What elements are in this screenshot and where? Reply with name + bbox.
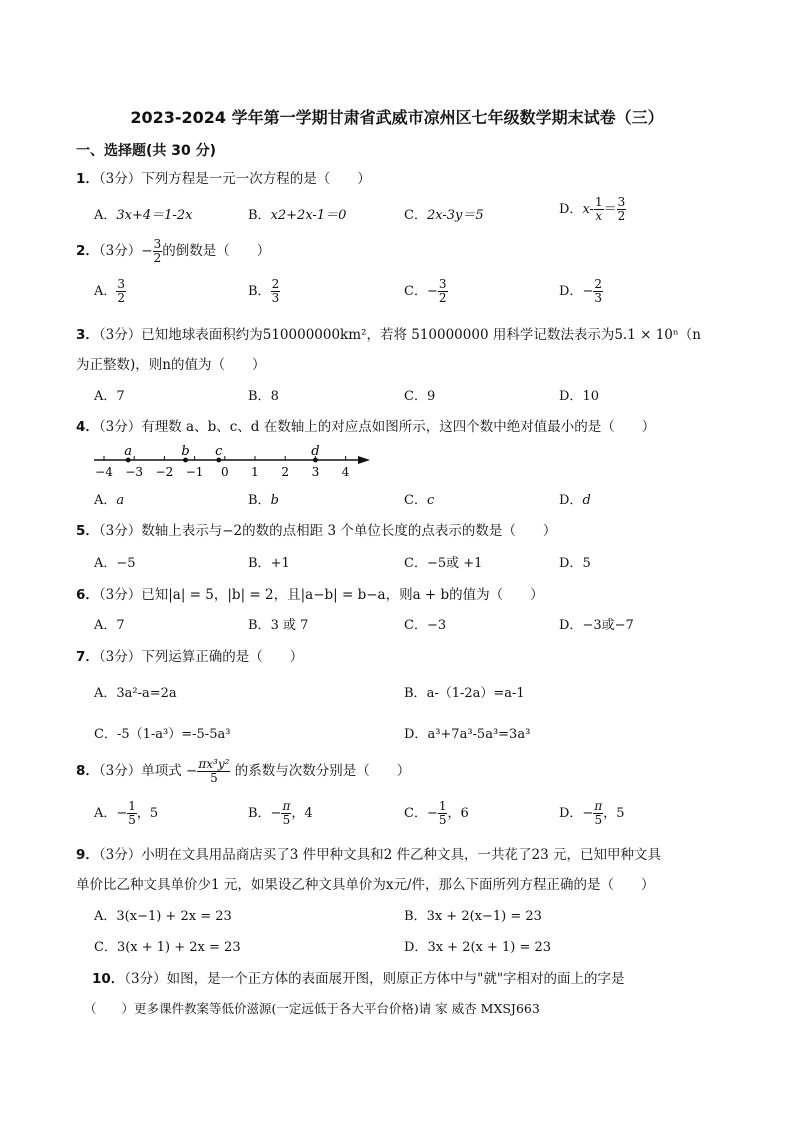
option-b[interactable]: B．8	[248, 389, 279, 404]
question-stem: 有理数 a、b、c、d 在数轴上的对应点如图所示，这四个数中绝对值最小的是（ ）	[141, 419, 656, 435]
number-line-tick-label: −1	[185, 465, 204, 479]
option-c[interactable]: C．− $\frac{1}{5}$ ，6	[404, 799, 469, 827]
question-stem: 如图，是一个正方体的表面展开图，则原正方体中与"就"字相对的面上的字是	[166, 971, 625, 987]
option-a[interactable]: A．−5	[94, 556, 136, 571]
question-stem: 已知|a| = 5，|b| = 2，且|a−b| = b−a，则a + b的值为（ ）	[141, 587, 544, 603]
question-score: （3分）	[98, 327, 142, 343]
option-b[interactable]: B．x2+2x-1＝0	[248, 208, 347, 223]
option-d[interactable]: D．10	[559, 389, 599, 404]
question-8: 8．（3分）单项式 − $\frac{\text{πx³y²}}{5}$ 的系数与次数分别是（ ）	[76, 757, 411, 785]
option-c[interactable]: C．c	[404, 493, 435, 508]
option-c[interactable]: C．− $\frac{3}{2}$	[404, 277, 447, 305]
question-3-line2: 为正整数)，则n的值为（ ）	[76, 357, 266, 373]
question-stem: 小明在文具用品商店买了3 件甲种文具和2 件乙种文具，一共花了23 元，已知甲种文具	[141, 847, 661, 863]
option-d[interactable]: D．3x + 2(x + 1) = 23	[404, 940, 552, 955]
question-score: （3分）	[124, 971, 167, 987]
option-a[interactable]: A．a	[94, 493, 125, 508]
option-a[interactable]: A．− $\frac{1}{5}$ ，5	[94, 799, 159, 827]
question-5	[76, 519, 556, 539]
number-line-tick-label: −2	[155, 465, 174, 479]
question-score: （3分）	[98, 171, 142, 187]
number-line-tick-label: −3	[125, 465, 144, 479]
option-d[interactable]: D．x- $\frac{1}{x}$ ＝ $\frac{3}{2}$	[559, 195, 626, 223]
option-c[interactable]: C．−5或 +1	[404, 556, 483, 571]
question-number: 10．	[92, 971, 125, 987]
question-9	[76, 843, 661, 863]
option-d[interactable]: D．−3或−7	[559, 618, 634, 633]
option-b[interactable]: B．3x + 2(x−1) = 23	[404, 909, 542, 924]
option-c[interactable]: C．2x-3y＝5	[404, 208, 484, 223]
number-line-point-label: d	[311, 444, 320, 459]
question-score: （3分）	[98, 587, 142, 603]
option-a[interactable]: A．7	[94, 618, 125, 633]
number-line-point-label: a	[124, 444, 133, 459]
question-stem: 已知地球表面积约为510000000km²，若将 510000000 用科学记数法表示为5.1 × 10ⁿ（n	[141, 327, 701, 343]
option-a[interactable]: A．7	[94, 389, 125, 404]
option-b[interactable]: B．− $\frac{\pi}{5}$ ，4	[248, 799, 313, 827]
question-score: （3分）	[98, 419, 142, 435]
option-c[interactable]: C．3(x + 1) + 2x = 23	[94, 940, 241, 955]
question-number: 4．	[76, 419, 99, 435]
option-d[interactable]: D．a³+7a³-5a³=3a³	[404, 727, 531, 742]
option-d[interactable]: D．− $\frac{\pi}{5}$ ，5	[559, 799, 625, 827]
question-stem: 数轴上表示与−2的数的点相距 3 个单位长度的点表示的数是（ ）	[141, 523, 557, 539]
option-a[interactable]: A．3x+4＝1-2x	[94, 208, 193, 223]
question-score: （3分）	[98, 649, 142, 665]
option-d[interactable]: D．− $\frac{2}{3}$	[559, 277, 602, 305]
question-1	[76, 167, 371, 187]
question-number: 1．	[76, 171, 99, 187]
question-stem: 下列运算正确的是（ ）	[141, 649, 304, 665]
number-line-point-label: c	[215, 444, 223, 459]
question-number: 8．	[76, 763, 99, 779]
option-a[interactable]: A．3a²-a=2a	[94, 686, 177, 701]
option-c[interactable]: C．9	[404, 389, 436, 404]
question-score: （3分）	[98, 523, 142, 539]
question-number: 3．	[76, 327, 99, 343]
number-line-tick-label: 4	[341, 465, 350, 479]
option-d[interactable]: D．d	[559, 493, 591, 508]
number-line-point-label: b	[181, 444, 190, 459]
question-number: 5．	[76, 523, 99, 539]
option-c[interactable]: C．−3	[404, 618, 447, 633]
section-heading: 一、选择题(共 30 分)	[76, 143, 217, 159]
number-line-arrow	[358, 456, 370, 464]
question-number: 2．	[76, 243, 99, 259]
exam-title: 2023-2024 学年第一学期甘肃省武威市凉州区七年级数学期末试卷（三）	[130, 108, 664, 127]
question-10	[92, 967, 625, 987]
option-c[interactable]: C．-5（1-a³）=-5-5a³	[94, 727, 231, 742]
option-b[interactable]: B．3 或 7	[248, 618, 309, 633]
option-b[interactable]: B．b	[248, 493, 279, 508]
question-7	[76, 645, 303, 665]
question-3	[76, 323, 701, 343]
question-number: 9．	[76, 847, 99, 863]
question-number: 6．	[76, 587, 99, 603]
number-line-figure	[90, 443, 380, 481]
question-9-line2: 单价比乙种文具单价少1 元，如果设乙种文具单价为x元/件，那么下面所列方程正确的是（ ）	[76, 877, 655, 893]
footer-line: （ ）更多课件教案等低价滋源(一定远低于各大平台价格)请 家 威杏 MXSJ663	[84, 1001, 540, 1016]
option-a[interactable]: A． $\frac{3}{2}$	[94, 277, 126, 305]
option-b[interactable]: B． $\frac{2}{3}$	[248, 277, 280, 305]
number-line-tick-label: 2	[281, 465, 290, 479]
option-a[interactable]: A．3(x−1) + 2x = 23	[94, 909, 232, 924]
number-line-tick-label: 0	[220, 465, 229, 479]
question-score: （3分）	[98, 763, 142, 779]
question-4	[76, 415, 655, 435]
question-number: 7．	[76, 649, 99, 665]
option-d[interactable]: D．5	[559, 556, 591, 571]
question-score: （3分）	[98, 847, 142, 863]
number-line-tick-label: 3	[311, 465, 320, 479]
option-b[interactable]: B．a-（1-2a）=a-1	[404, 686, 525, 701]
question-6	[76, 583, 544, 603]
option-b[interactable]: B．+1	[248, 556, 290, 571]
question-2: 2．（3分）− $\frac{3}{2}$ 的倒数是（ ）	[76, 237, 271, 265]
question-score: （3分）	[98, 243, 142, 259]
number-line-tick-label: 1	[251, 465, 259, 479]
question-stem: 下列方程是一元一次方程的是（ ）	[141, 171, 371, 187]
number-line-tick-label: −4	[95, 465, 113, 479]
